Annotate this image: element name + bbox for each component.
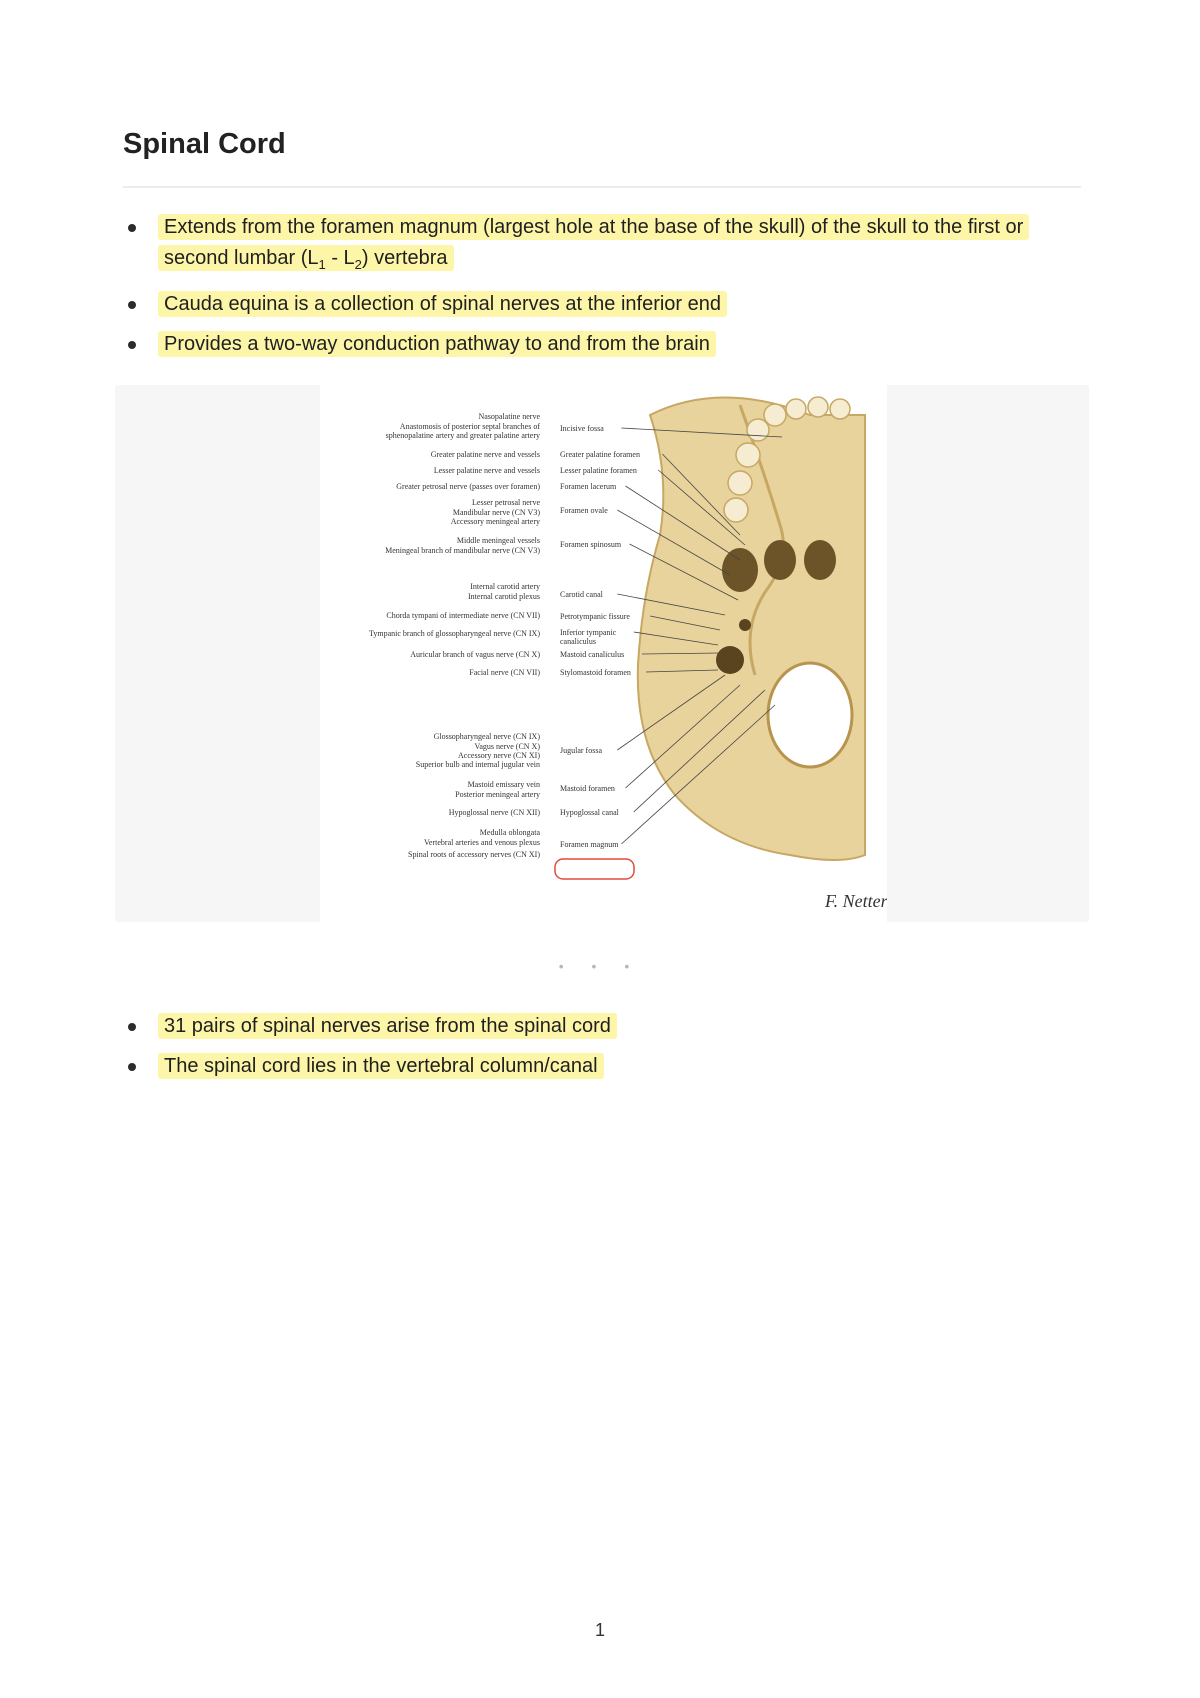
foramen-magnum-shape — [768, 663, 852, 767]
figure-left-label: Tympanic branch of glossopharyngeal nerve (CN IX) — [369, 629, 540, 638]
figure-left-label: Lesser petrosal nerve — [472, 498, 540, 507]
bullet-icon — [128, 224, 136, 232]
figure-right-label: Foramen lacerum — [560, 482, 617, 491]
bullet-list-top — [0, 212, 1200, 369]
figure-left-label: Accessory nerve (CN XI) — [458, 751, 540, 760]
list-item — [0, 212, 1088, 280]
foramen-shape — [804, 540, 836, 580]
left-label-group — [369, 412, 540, 859]
figure-right-label: Foramen magnum — [560, 840, 619, 849]
figure-left-label: Greater palatine nerve and vessels — [430, 450, 540, 459]
figure-left-label: Spinal roots of accessory nerves (CN XI) — [408, 850, 540, 859]
list-item — [0, 329, 1088, 360]
figure-right-label: Foramen ovale — [560, 506, 608, 515]
foramen-shape — [764, 540, 796, 580]
figure-left-label: sphenopalatine artery and greater palatine artery — [385, 431, 540, 440]
highlighted-text: Provides a two-way conduction pathway to and from the brain — [158, 331, 716, 357]
list-item — [0, 1051, 1088, 1082]
figure-right-label: Hypoglossal canal — [560, 808, 619, 817]
foramen-shape — [739, 619, 751, 631]
figure-left-label: Middle meningeal vessels — [456, 536, 540, 545]
foramen-shape — [716, 646, 744, 674]
bullet-icon — [128, 1063, 136, 1071]
foramen-shape — [722, 548, 758, 592]
bullet-icon — [128, 341, 136, 349]
highlighted-text: Extends from the foramen magnum (largest hole at the base of the skull) of the skull to the first or second lumbar $(L_1 - L_2)$ vertebra — [158, 214, 1029, 271]
figure-left-label: Internal carotid artery — [470, 582, 540, 591]
highlighted-text: Cauda equina is a collection of spinal nerves at the inferior end — [158, 291, 727, 317]
figure-right-label: Foramen spinosum — [560, 540, 622, 549]
figure-left-label: Hypoglossal nerve (CN XII) — [448, 808, 540, 817]
bullet-list-bottom — [0, 1011, 1200, 1091]
figure-left-label: Accessory meningeal artery — [450, 517, 540, 526]
page-title: Spinal Cord — [123, 128, 286, 160]
figure-right-label: Mastoid canaliculus — [560, 650, 625, 659]
figure-left-label: Facial nerve (CN VII) — [469, 668, 540, 677]
figure-right-label: Inferior tympanic — [560, 628, 617, 637]
list-item — [0, 289, 1088, 320]
highlighted-text: 31 pairs of spinal nerves arise from the spinal cord — [158, 1013, 617, 1039]
figure-left-label: Lesser palatine nerve and vessels — [433, 466, 540, 475]
figure-left-label: Glossopharyngeal nerve (CN IX) — [433, 732, 540, 741]
figure-container — [115, 385, 1089, 922]
page-number: 1 — [594, 1620, 605, 1640]
figure-left-label: Vertebral arteries and venous plexus — [424, 838, 540, 847]
figure-left-label: Internal carotid plexus — [468, 592, 540, 601]
figure-right-label: Lesser palatine foramen — [560, 466, 637, 475]
figure-left-label: Greater petrosal nerve (passes over foramen) — [396, 482, 540, 491]
figure-left-label: Vagus nerve (CN X) — [474, 742, 540, 751]
anatomy-illustration — [320, 385, 887, 922]
foramen-magnum-highlight-box — [555, 859, 634, 879]
figure-right-label: Mastoid foramen — [560, 784, 615, 793]
figure-right-label: Incisive fossa — [560, 424, 604, 433]
highlighted-text: The spinal cord lies in the vertebral column/canal — [158, 1053, 604, 1079]
figure-left-label: Anastomosis of posterior septal branches of — [399, 422, 540, 431]
figure-left-label: Medulla oblongata — [479, 828, 540, 837]
artist-signature: F. Netter — [825, 891, 887, 911]
figure-left-label: Mandibular nerve (CN V3) — [452, 508, 540, 517]
skull-base-diagram — [320, 385, 887, 922]
figure-left-label: Auricular branch of vagus nerve (CN X) — [410, 650, 540, 659]
bullet-icon — [128, 1023, 136, 1031]
list-item — [0, 1011, 1088, 1042]
figure-right-label: canaliculus — [560, 637, 596, 646]
bullet-icon — [128, 301, 136, 309]
figure-right-label: Petrotympanic fissure — [560, 612, 630, 621]
figure-right-label: Greater palatine foramen — [560, 450, 640, 459]
section-separator: • • • — [558, 958, 642, 974]
figure-right-label: Jugular fossa — [560, 746, 602, 755]
figure-right-label: Carotid canal — [560, 590, 603, 599]
figure-left-label: Chorda tympani of intermediate nerve (CN VII) — [386, 611, 540, 620]
figure-left-label: Nasopalatine nerve — [478, 412, 540, 421]
figure-left-label: Superior bulb and internal jugular vein — [415, 760, 540, 769]
figure-right-label: Stylomastoid foramen — [560, 668, 631, 677]
title-divider — [123, 186, 1081, 188]
figure-left-label: Mastoid emissary vein — [467, 780, 540, 789]
figure-left-label: Meningeal branch of mandibular nerve (CN V3) — [385, 546, 540, 555]
figure-left-label: Posterior meningeal artery — [455, 790, 540, 799]
